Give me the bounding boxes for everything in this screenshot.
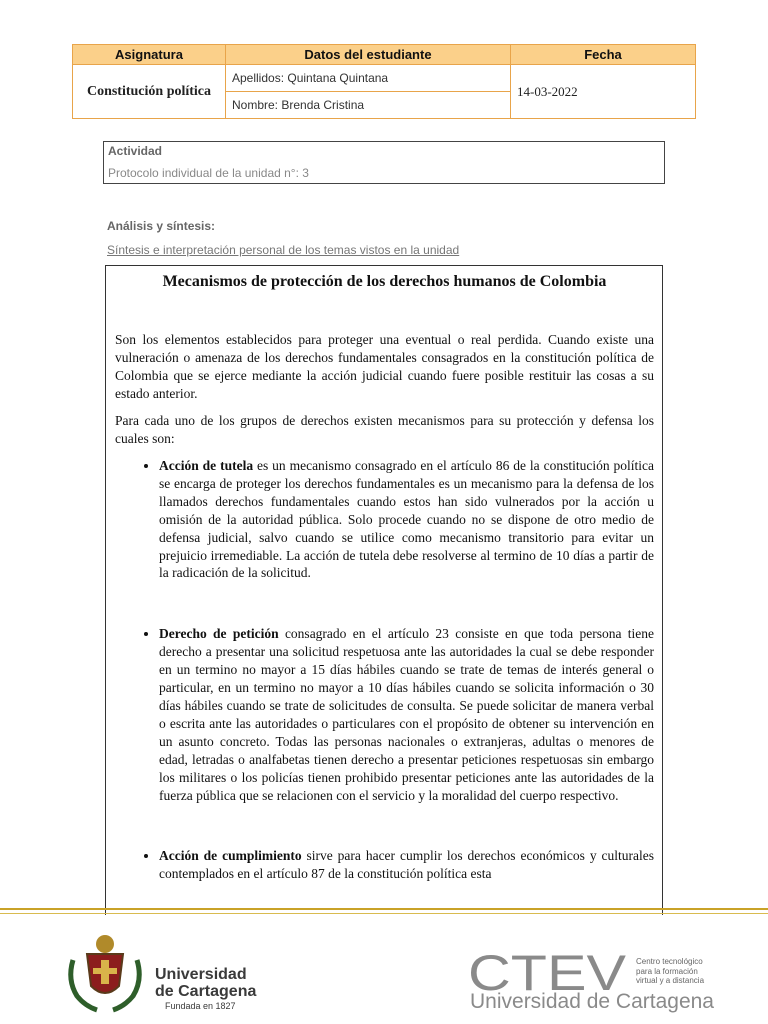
activity-label: Actividad — [108, 144, 163, 158]
list-item-text: es un mecanismo consagrado en el artículo 86 de la constitución política se encarga de proteger los derechos fundamentales es un mecanismo para la defensa de los llamados derechos fundamentales cuando estos han sido vulnerados por la acción u omisión de la autoridad pública. Solo procede cuando no se dispone de otro medio de defensa judicial, salvo cuando se utilice como mecanismo transitorio para evitar un prejuicio irremediable. La acción de tutela debe resolverse al termino de 10 días a partir de la radicación de la solicitud. — [159, 458, 654, 581]
list-item-term: Derecho de petición — [159, 626, 279, 642]
header-table — [72, 44, 696, 119]
list-item — [159, 457, 654, 582]
university-name-line1: Universidad — [155, 966, 247, 983]
col-date-header: Fecha — [511, 45, 696, 65]
footer-rule-thin — [0, 913, 768, 914]
footer-rule — [0, 908, 768, 910]
list-item-term: Acción de tutela — [159, 458, 254, 473]
analysis-label: Análisis y síntesis: — [107, 219, 216, 233]
university-founded: Fundada en 1827 — [165, 1001, 236, 1011]
col-subject-header: Asignatura — [73, 45, 226, 65]
list-item-text: sirve para hacer cumplir los derechos económicos y culturales contemplados en el artículo 87 de la constitución política esta — [159, 848, 654, 882]
intro-paragraph: Son los elementos establecidos para proteger una eventual o real perdida. Cuando existe una vulneración o amenaza de los derechos fundamentales consagrados en la constitución política de Colombia que se ejerce mediante la acción judicial cuando fuere posible restituir las cosas a su estado anterior. — [115, 332, 654, 401]
content-box — [105, 265, 663, 915]
activity-value: Protocolo individual de la unidad n°: 3 — [108, 166, 309, 180]
col-student-header: Datos del estudiante — [226, 45, 511, 65]
list-item-term: Acción de cumplimiento — [159, 848, 302, 864]
subject-cell: Constitución política — [73, 65, 226, 119]
ctev-desc-line3: virtual y a distancia — [636, 976, 705, 985]
university-name-line2: de Cartagena — [155, 983, 257, 1000]
content-title: Mecanismos de protección de los derechos humanos de Colombia — [162, 273, 607, 290]
surname-cell: Apellidos: Quintana Quintana — [226, 65, 511, 92]
ctev-logo-text: CTEV — [468, 950, 627, 996]
university-seal-icon — [63, 930, 147, 1014]
ctev-desc-line1: Centro tecnológico — [636, 957, 703, 966]
groups-paragraph: Para cada uno de los grupos de derechos existen mecanismos para su protección y defensa los cuales son: — [115, 413, 654, 446]
date-cell: 14-03-2022 — [511, 65, 696, 119]
ctev-desc-line2: para la formación — [636, 966, 698, 976]
list-item-text: consagrado en el artículo 23 consiste en que toda persona tiene derecho a presentar una solicitud respetuosa ante las autoridades la cual se debe responder en un termino no mayor a 15 días hábiles cuando se trate de temas de interés general o particular, en un termino no mayor a 10 días hábiles cuando se solicita información o 30 días hábiles cuando se trate de solicitudes de consulta. Se puede solicitar de manera verbal o escrita ante las autoridades o particulares con el propósito de obtener su intervención en un asunto concreto. Todas las personas nacionales o extranjeras, adultas o menores de edad, letradas o analfabetas tienen derecho a presentar peticiones respetuosas sin embargo los militares o los policías tienen prohibido presentar peticiones ante las autoridades de la fuerza pública que se relacionen con el servicio y la moralidad del cuerpo respectivo. — [159, 626, 654, 803]
ctev-description — [636, 957, 704, 986]
analysis-subtitle: Síntesis e interpretación personal de los temas vistos en la unidad — [107, 243, 460, 257]
list-item — [159, 847, 654, 883]
activity-box — [103, 141, 665, 184]
list-item — [159, 625, 654, 804]
ctev-university: Universidad de Cartagena — [470, 990, 714, 1013]
university-name — [155, 966, 256, 1000]
name-cell: Nombre: Brenda Cristina — [226, 92, 511, 119]
mechanisms-list — [115, 457, 654, 883]
